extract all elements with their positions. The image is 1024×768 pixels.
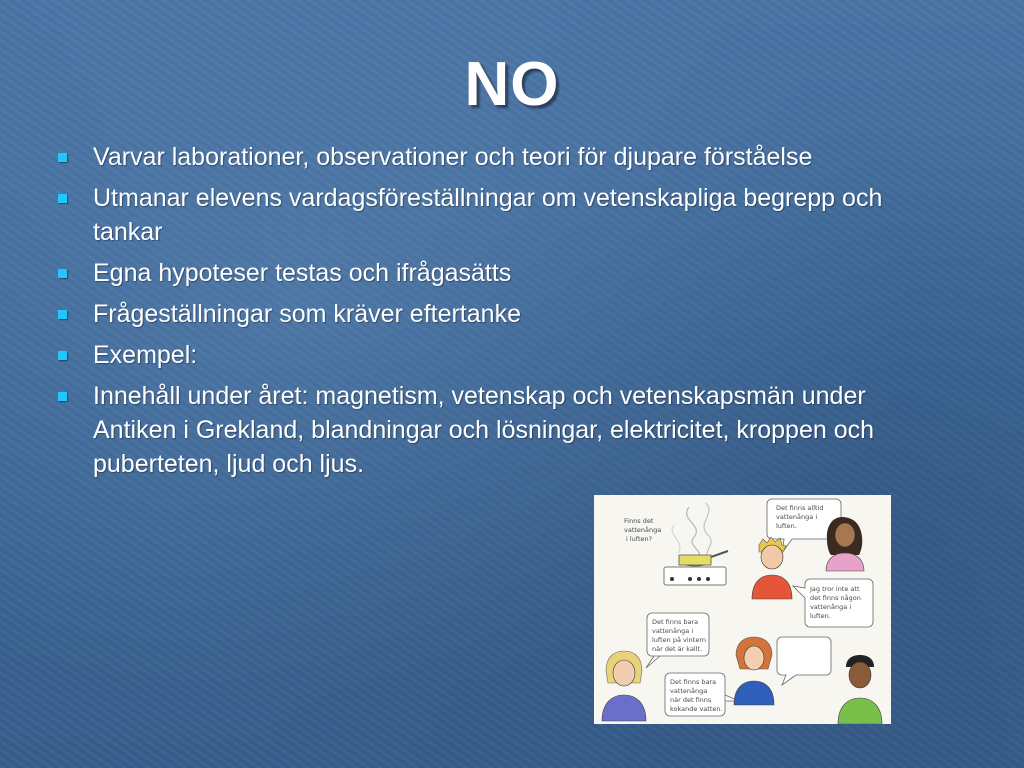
square-bullet-icon	[58, 269, 67, 278]
bullet-text: Varvar laborationer, observationer och teori för djupare förståelse	[93, 143, 813, 171]
square-bullet-icon	[58, 392, 67, 401]
question-caption	[624, 517, 661, 543]
slide-title: NO	[464, 50, 560, 119]
bubble-line: kokande vatten.	[670, 705, 723, 713]
student-avatar	[826, 517, 864, 571]
bullet-item	[55, 256, 935, 290]
square-bullet-icon	[58, 153, 67, 162]
bullet-list	[55, 140, 935, 488]
bubble-line: det finns någon	[810, 594, 861, 602]
speech-bubble-mid-left	[646, 613, 709, 668]
bullet-item	[55, 297, 935, 331]
speech-bubble-bottom	[665, 673, 739, 716]
bubble-line: Finns det	[624, 517, 654, 525]
bullet-text: Innehåll under året: magnetism, vetenskap och vetenskapsmän under Antiken i Grekland, blandningar och lösningar, elektricitet, kroppen och puberteten, ljud och ljus.	[93, 382, 875, 478]
bubble-line: Det finns bara	[652, 618, 699, 626]
bullet-item	[55, 379, 935, 481]
bubble-line: vattenånga	[624, 526, 662, 534]
student-avatar	[752, 537, 792, 599]
empty-speech-bubble	[777, 637, 831, 685]
bullet-text: Utmanar elevens vardagsföreställningar om vetenskapliga begrepp och tankar	[93, 184, 883, 246]
bubble-line: när det är kallt.	[652, 645, 703, 653]
concept-cartoon-illustration	[594, 495, 891, 724]
speech-bubble-mid-right	[793, 579, 873, 627]
bubble-line: vattenånga i	[810, 603, 852, 611]
bubble-line: vattenånga	[670, 687, 708, 695]
bubble-line: vattenånga i	[652, 627, 694, 635]
bullet-item	[55, 140, 935, 174]
bubble-line: luften på vintern	[652, 636, 707, 644]
student-avatar	[734, 637, 774, 705]
bullet-text: Egna hypoteser testas och ifrågasätts	[93, 259, 512, 287]
bubble-line: när det finns	[670, 696, 712, 704]
square-bullet-icon	[58, 351, 67, 360]
bubble-line: i luften?	[626, 535, 653, 543]
stove-pot-icon	[664, 503, 728, 585]
bubble-line: vattenånga i	[776, 513, 818, 521]
square-bullet-icon	[58, 194, 67, 203]
bubble-line: Det finns alltid	[776, 504, 824, 512]
bubble-line: Det finns bara	[670, 678, 717, 686]
bullet-item	[55, 181, 935, 249]
student-avatar	[602, 651, 646, 721]
bullet-item	[55, 338, 935, 372]
bullet-text: Exempel:	[93, 341, 198, 369]
bullet-text: Frågeställningar som kräver eftertanke	[93, 300, 521, 328]
student-avatar	[838, 655, 882, 724]
bubble-line: Jag tror inte att	[810, 585, 860, 593]
bubble-line: luften.	[810, 612, 831, 620]
bubble-line: luften.	[776, 522, 797, 530]
square-bullet-icon	[58, 310, 67, 319]
